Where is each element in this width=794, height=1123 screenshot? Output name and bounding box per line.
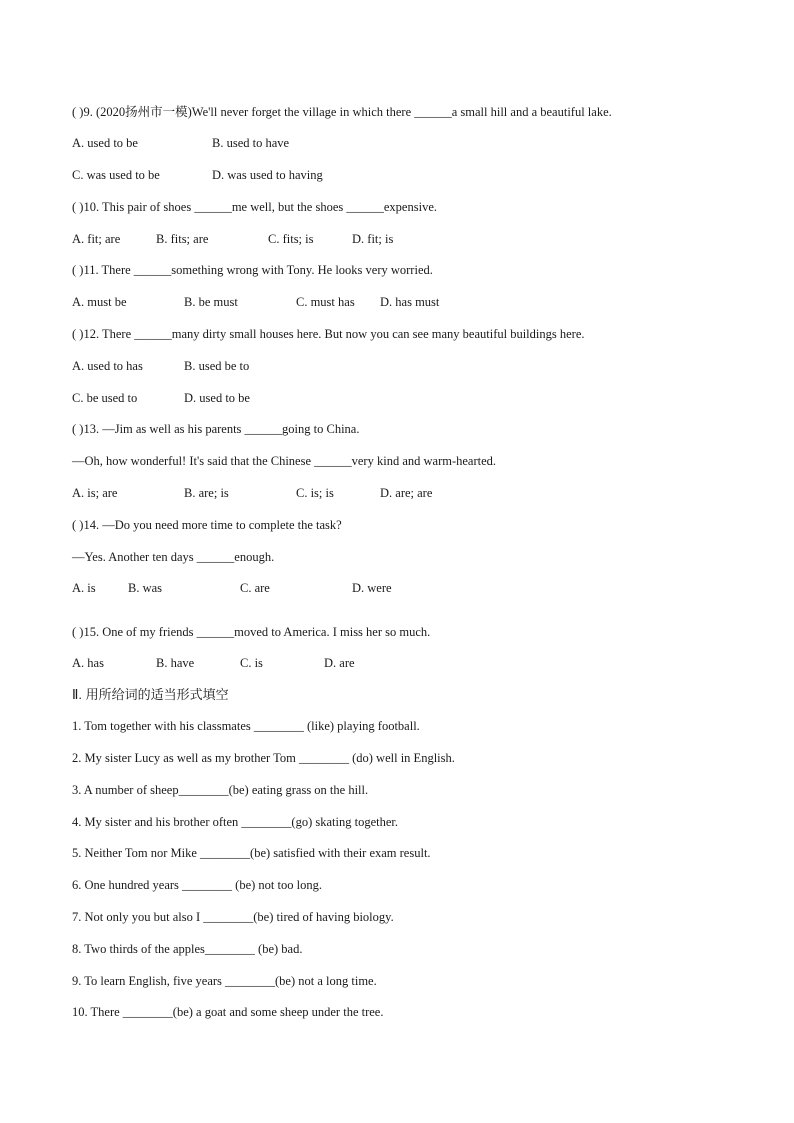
option-c: C. is (240, 656, 263, 670)
option-c: C. was used to be (72, 168, 160, 182)
question-9-stem: ( )9. (2020扬州市一模)We'll never forget the village in which there ______a small hill and a beautiful lake. (72, 105, 612, 119)
option-d: D. used to be (184, 391, 250, 405)
option-d: D. fit; is (352, 232, 394, 246)
section-2-title: Ⅱ. 用所给词的适当形式填空 (72, 687, 229, 702)
question-12-stem: ( )12. There ______many dirty small houses here. But now you can see many beautiful buildings here. (72, 327, 585, 341)
option-c: C. must has (296, 295, 355, 309)
question-14-response: —Yes. Another ten days ______enough. (72, 550, 275, 564)
option-a: A. has (72, 656, 104, 670)
fill-in-item-7: 7. Not only you but also I ________(be) tired of having biology. (72, 910, 394, 924)
fill-in-item-9: 9. To learn English, five years ________(be) not a long time. (72, 974, 377, 988)
fill-in-item-3: 3. A number of sheep________(be) eating grass on the hill. (72, 783, 369, 797)
option-d: D. was used to having (212, 168, 323, 182)
question-11-stem: ( )11. There ______something wrong with Tony. He looks very worried. (72, 263, 433, 277)
option-a: A. fit; are (72, 232, 121, 246)
fill-in-item-5: 5. Neither Tom nor Mike ________(be) satisfied with their exam result. (72, 846, 431, 860)
option-c: C. are (240, 581, 270, 595)
fill-in-item-6: 6. One hundred years ________ (be) not too long. (72, 878, 322, 892)
option-a: A. is; are (72, 486, 118, 500)
option-a: A. used to be (72, 136, 138, 150)
option-a: A. used to has (72, 359, 143, 373)
option-c: C. be used to (72, 391, 138, 405)
option-b: B. have (156, 656, 195, 670)
question-10-stem: ( )10. This pair of shoes ______me well, but the shoes ______expensive. (72, 200, 437, 214)
option-d: D. are; are (380, 486, 433, 500)
question-15-stem: ( )15. One of my friends ______moved to America. I miss her so much. (72, 625, 431, 639)
option-a: A. must be (72, 295, 127, 309)
question-14-stem: ( )14. —Do you need more time to complete the task? (72, 518, 342, 532)
option-d: D. were (352, 581, 392, 595)
fill-in-item-10: 10. There ________(be) a goat and some sheep under the tree. (72, 1005, 384, 1019)
option-b: B. are; is (184, 486, 229, 500)
option-d: D. has must (380, 295, 440, 309)
option-b: B. fits; are (156, 232, 209, 246)
question-13-response: —Oh, how wonderful! It's said that the Chinese ______very kind and warm-hearted. (72, 454, 497, 468)
option-b: B. was (128, 581, 163, 595)
fill-in-item-8: 8. Two thirds of the apples________ (be) bad. (72, 942, 303, 956)
option-c: C. is; is (296, 486, 334, 500)
question-13-stem: ( )13. —Jim as well as his parents ______going to China. (72, 422, 360, 436)
fill-in-item-4: 4. My sister and his brother often ________(go) skating together. (72, 815, 398, 829)
option-c: C. fits; is (268, 232, 314, 246)
option-d: D. are (324, 656, 355, 670)
option-b: B. used to have (212, 136, 290, 150)
option-b: B. used be to (184, 359, 250, 373)
option-a: A. is (72, 581, 96, 595)
fill-in-item-2: 2. My sister Lucy as well as my brother Tom ________ (do) well in English. (72, 751, 455, 765)
option-b: B. be must (184, 295, 238, 309)
fill-in-item-1: 1. Tom together with his classmates ________ (like) playing football. (72, 719, 420, 733)
